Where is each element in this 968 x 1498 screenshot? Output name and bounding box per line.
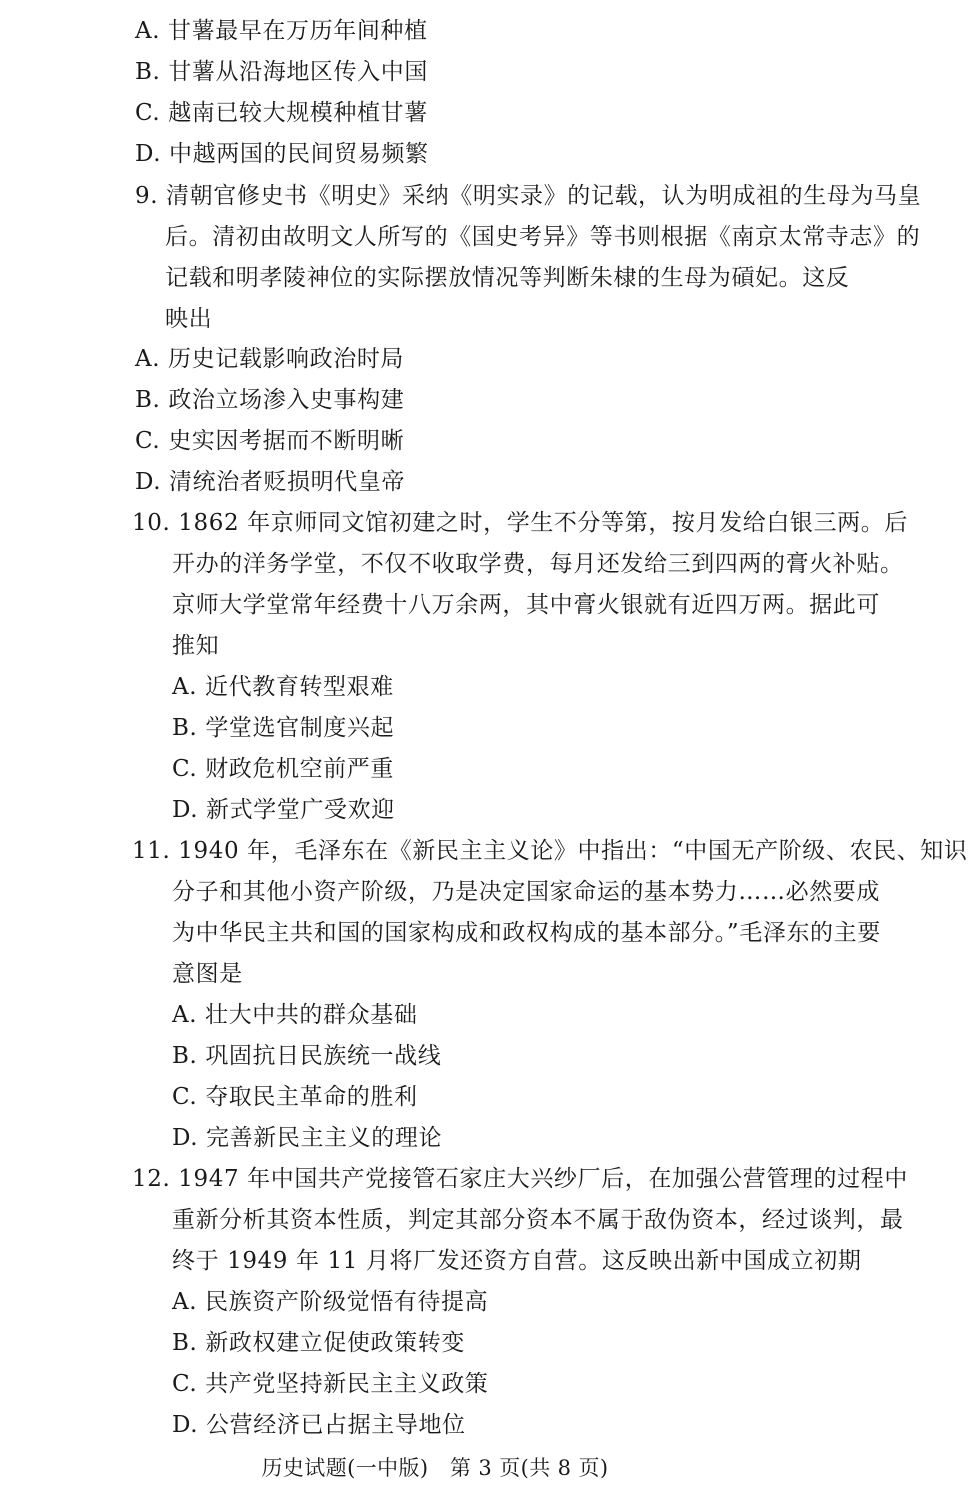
- q10-option-c: C. 财政危机空前严重: [172, 756, 395, 782]
- q10-option-a: A. 近代教育转型艰难: [172, 674, 394, 700]
- q10-stem-line: 10. 1862 年京师同文馆初建之时，学生不分等第，按月发给白银三两。后: [132, 510, 908, 536]
- q11-stem-line: 分子和其他小资产阶级，乃是决定国家命运的基本势力……必然要成: [172, 879, 880, 905]
- q11-stem-line: 意图是: [172, 961, 243, 987]
- q10-stem-line: 开办的洋务学堂，不仅不收取学费，每月还发给三到四两的膏火补贴。: [172, 551, 904, 577]
- q12-option-c: C. 共产党坚持新民主主义政策: [172, 1371, 489, 1397]
- q12-option-a: A. 民族资产阶级觉悟有待提高: [172, 1289, 489, 1315]
- q11-option-d: D. 完善新民主主义的理论: [172, 1125, 443, 1151]
- q12-option-b: B. 新政权建立促使政策转变: [172, 1330, 465, 1356]
- q8-option-a: A. 甘薯最早在万历年间种植: [135, 18, 428, 44]
- q8-option-d: D. 中越两国的民间贸易频繁: [135, 141, 429, 167]
- q10-option-b: B. 学堂选官制度兴起: [172, 715, 395, 741]
- q9-option-c: C. 史实因考据而不断明晰: [135, 428, 405, 454]
- q9-stem-line: 记载和明孝陵神位的实际摆放情况等判断朱棣的生母为碽妃。这反: [165, 265, 850, 291]
- q11-stem-line: 为中华民主共和国的国家构成和政权构成的基本部分。”毛泽东的主要: [172, 920, 881, 946]
- q12-stem-line: 重新分析其资本性质，判定其部分资本不属于敌伪资本，经过谈判，最: [172, 1207, 904, 1233]
- q10-stem-line: 推知: [172, 633, 220, 659]
- q9-stem-line: 9. 清朝官修史书《明史》采纳《明实录》的记载，认为明成祖的生母为马皇: [135, 183, 922, 209]
- q12-stem-line: 12. 1947 年中国共产党接管石家庄大兴纱厂后，在加强公营管理的过程中: [132, 1166, 908, 1192]
- q9-stem-line: 后。清初由故明文人所写的《国史考异》等书则根据《南京太常寺志》的: [165, 224, 921, 250]
- q9-option-a: A. 历史记载影响政治时局: [135, 346, 405, 372]
- q10-stem-line: 京师大学堂常年经费十八万余两，其中膏火银就有近四万两。据此可: [172, 592, 880, 618]
- q11-option-a: A. 壮大中共的群众基础: [172, 1002, 418, 1028]
- page-footer: 历史试题(一中版) 第 3 页(共 8 页): [261, 1456, 609, 1480]
- q8-option-b: B. 甘薯从沿海地区传入中国: [135, 59, 428, 85]
- q8-option-c: C. 越南已较大规模种植甘薯: [135, 100, 428, 126]
- q10-option-d: D. 新式学堂广受欢迎: [172, 797, 395, 823]
- q11-option-c: C. 夺取民主革命的胜利: [172, 1084, 418, 1110]
- q11-option-b: B. 巩固抗日民族统一战线: [172, 1043, 442, 1069]
- q11-stem-line: 11. 1940 年，毛泽东在《新民主主义论》中指出：“中国无产阶级、农民、知识: [132, 838, 968, 864]
- q12-stem-line: 终于 1949 年 11 月将厂发还资方自营。这反映出新中国成立初期: [172, 1248, 862, 1274]
- q9-stem-line: 映出: [165, 306, 213, 332]
- q9-option-b: B. 政治立场渗入史事构建: [135, 387, 405, 413]
- q12-option-d: D. 公营经济已占据主导地位: [172, 1412, 466, 1438]
- q9-option-d: D. 清统治者贬损明代皇帝: [135, 469, 406, 495]
